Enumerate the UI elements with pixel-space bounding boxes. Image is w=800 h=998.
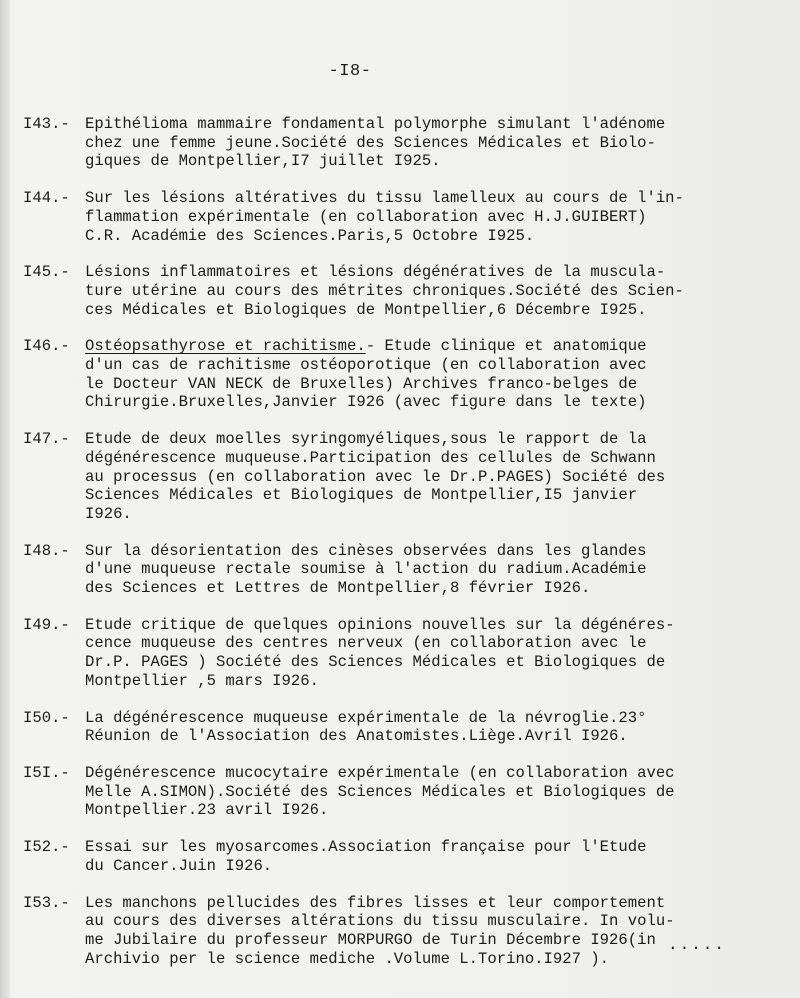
list-item [23,838,763,875]
list-item [23,764,763,820]
entry-number: I45.- [23,263,70,282]
list-item [23,337,763,412]
entry-number: I46.- [23,337,70,356]
entry-text: Epithélioma mammaire fondamental polymorphe simulant l'adénome chez une femme jeune.Société des Sciences Médicales et Biolo- giques de Montpellier,I7 juillet I925. [85,115,666,171]
entry-number: I53.- [23,893,70,912]
entry-text: - Etude clinique et anatomique d'un cas de rachitisme ostéoporotique (en collaboration avec le Docteur VAN NECK de Bruxelles) Archives franco-belges de Chirurgie.Bruxelles,Janvier I926 (avec figure dans le texte) [85,337,647,412]
list-item [23,709,763,746]
entry-number: I43.- [23,115,70,133]
entry-text: Sur la désorientation des cinèses observées dans les glandes d'une muqueuse rectale soumise à l'action du radium.Académie des Sciences et Lettres de Montpellier,8 février I926. [85,541,647,598]
entry-number: I47.- [23,430,70,449]
list-item [23,430,763,524]
list-item [23,542,763,598]
entry-text-container [85,337,763,412]
entry-number: I48.- [23,541,70,560]
page-number: -I8- [328,62,372,81]
entry-text: Dégénérescence mucocytaire expérimentale (en collaboration avec Melle A.SIMON).Société des Sciences Médicales et Biologiques de Montpellier.23 avril I926. [85,763,675,820]
entry-text: Les manchons pellucides des fibres lisses et leur comportement au cours des diverses altérations du tissu musculaire. In volu- me Jubilaire du professeur MORPURGO de Turin Décembre I926(in Archivio per le science mediche .Volume L.Torino.I927 ). [85,893,675,968]
footer-dots: ..... [667,936,726,954]
list-item [23,189,763,245]
entry-number: I52.- [23,838,70,857]
bibliography-list [23,115,763,986]
entry-number: I44.- [23,189,70,208]
entry-text: Lésions inflammatoires et lésions dégénératives de la muscula- ture utérine au cours des métrites chroniques.Société des Scien- ces Médicales et Biologiques de Montpellier,6 Décembre I925. [85,263,684,319]
page-edge-shadow [0,0,10,998]
entry-number: I5I.- [23,763,70,782]
list-item [23,263,763,319]
entry-text: Sur les lésions altératives du tissu lamelleux au cours de l'in- flammation expérimentale (en collaboration avec H.J.GUIBERT) C.R. Académie des Sciences.Paris,5 Octobre I925. [85,189,684,245]
entry-number: I50.- [23,708,70,727]
entry-number: I49.- [23,615,70,634]
list-item [23,616,763,691]
list-item [23,894,763,969]
entry-text: Essai sur les myosarcomes.Association française pour l'Etude du Cancer.Juin I926. [85,838,647,875]
entry-text: La dégénérescence muqueuse expérimentale de la névroglie.23° Réunion de l'Association des Anatomistes.Liège.Avril I926. [85,708,647,746]
entry-title: Ostéopsathyrose et rachitisme. [85,337,366,356]
list-item [23,115,763,171]
entry-text: Etude de deux moelles syringomyéliques,sous le rapport de la dégénérescence muqueuse.Participation des cellules de Schwann au processus (en collaboration avec le Dr.P.PAGES) Société des Sciences Médicales et Biologiques de Montpellier,I5 janvier I926. [85,430,666,523]
entry-text: Etude critique de quelques opinions nouvelles sur la dégénéres- cence muqueuse des centres nerveux (en collaboration avec le Dr.P. PAGES ) Société des Sciences Médicales et Biologiques de Montpellier ,5 mars I926. [85,615,675,690]
